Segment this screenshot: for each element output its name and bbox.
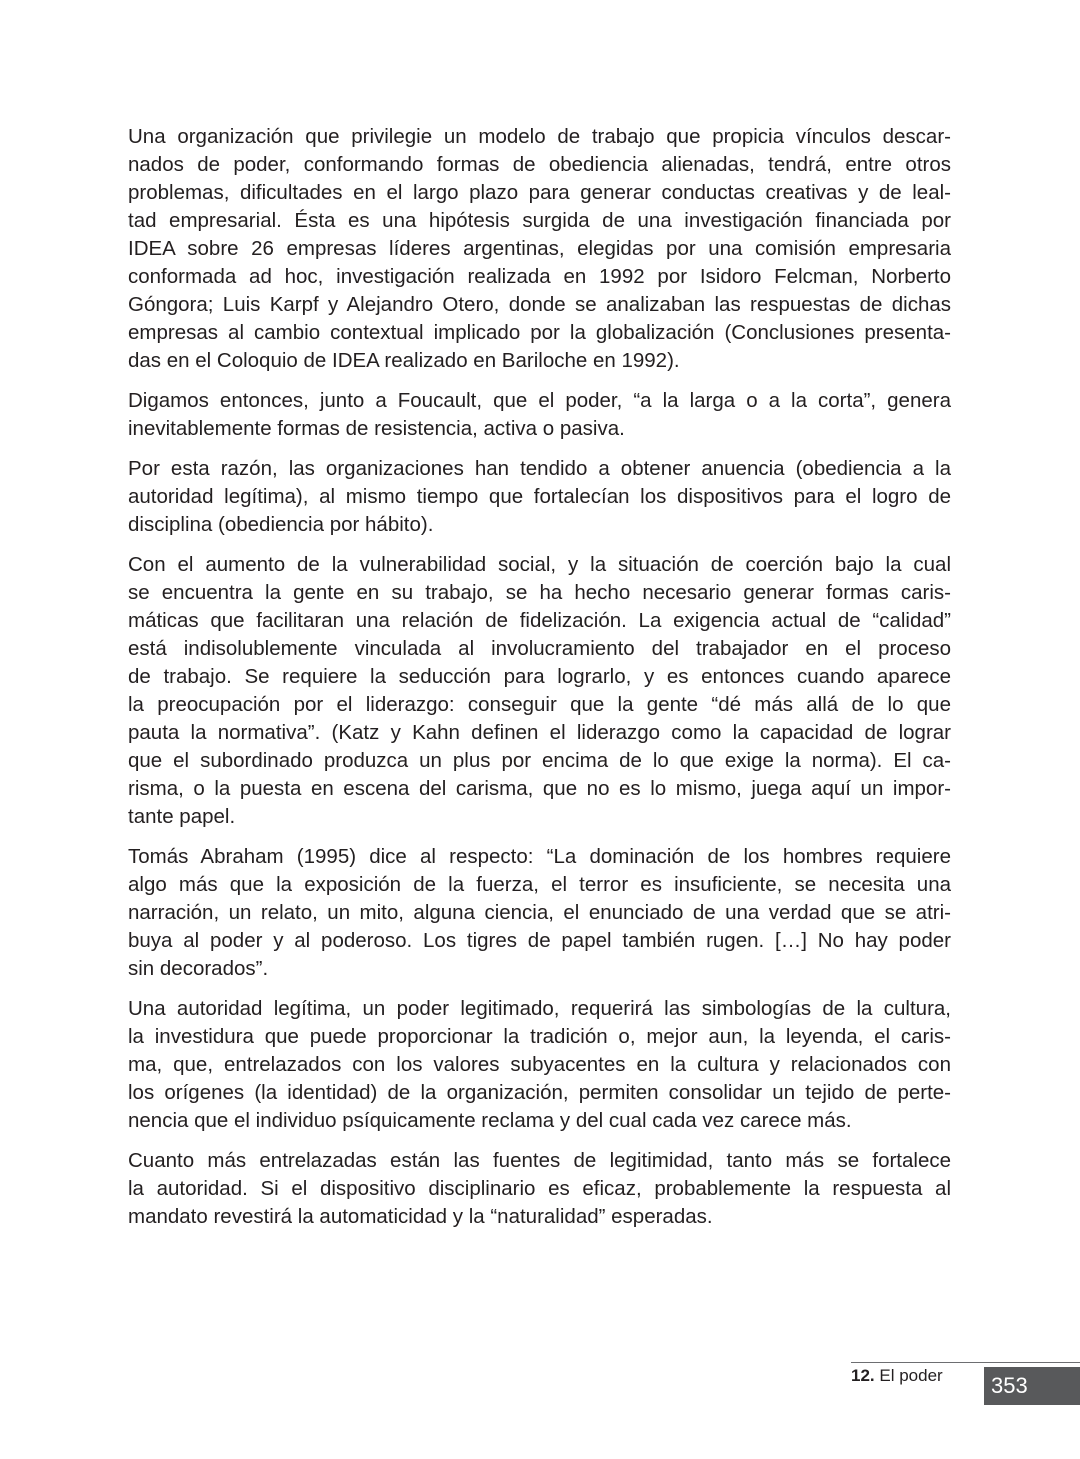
page-number: 353: [984, 1367, 1080, 1405]
paragraph: [128, 551, 951, 831]
text-line: das en el Coloquio de IDEA realizado en Bariloche en 1992).: [128, 349, 680, 372]
text-line: algo más que la exposición de la fuerza, el terror es insuficiente, se necesita una: [128, 873, 951, 896]
text-line: buya al poder y al poderoso. Los tigres de papel también rugen. […] No hay poder: [128, 929, 951, 952]
paragraph: [128, 387, 951, 443]
paragraph: [128, 123, 951, 375]
chapter-title: El poder: [874, 1366, 943, 1385]
text-line: se encuentra la gente en su trabajo, se ha hecho necesario generar formas caris-: [128, 581, 951, 604]
text-line: risma, o la puesta en escena del carisma, que no es lo mismo, juega aquí un impor-: [128, 777, 951, 800]
text-line: IDEA sobre 26 empresas líderes argentinas, elegidas por una comisión empresaria: [128, 237, 951, 260]
text-line: Con el aumento de la vulnerabilidad social, y la situación de coerción bajo la cual: [128, 553, 951, 576]
text-line: Tomás Abraham (1995) dice al respecto: “La dominación de los hombres requiere: [128, 845, 951, 868]
paragraph: [128, 995, 951, 1135]
paragraph: [128, 1147, 951, 1231]
text-line: nencia que el individuo psíquicamente reclama y del cual cada vez carece más.: [128, 1109, 852, 1132]
text-line: conformada ad hoc, investigación realizada en 1992 por Isidoro Felcman, Norberto: [128, 265, 951, 288]
text-line: de trabajo. Se requiere la seducción para lograrlo, y es entonces cuando aparece: [128, 665, 951, 688]
text-line: Por esta razón, las organizaciones han tendido a obtener anuencia (obediencia a la: [128, 457, 951, 480]
text-line: ma, que, entrelazados con los valores subyacentes en la cultura y relacionados con: [128, 1053, 951, 1076]
text-line: máticas que facilitaran una relación de fidelización. La exigencia actual de “calidad”: [128, 609, 951, 632]
text-line: Una organización que privilegie un modelo de trabajo que propicia vínculos descar-: [128, 125, 951, 148]
text-line: Una autoridad legítima, un poder legitimado, requerirá las simbologías de la cultura,: [128, 997, 951, 1020]
text-line: nados de poder, conformando formas de obediencia alienadas, tendrá, entre otros: [128, 153, 951, 176]
text-line: empresas al cambio contextual implicado por la globalización (Conclusiones presenta-: [128, 321, 951, 344]
text-line: está indisolublemente vinculada al involucramiento del trabajador en el proceso: [128, 637, 951, 660]
text-line: pauta la normativa”. (Katz y Kahn definen el liderazgo como la capacidad de lograr: [128, 721, 951, 744]
text-line: disciplina (obediencia por hábito).: [128, 513, 434, 536]
text-line: Digamos entonces, junto a Foucault, que el poder, “a la larga o a la corta”, genera: [128, 389, 951, 412]
text-line: sin decorados”.: [128, 957, 269, 980]
running-footer-chapter: [851, 1366, 943, 1386]
text-line: inevitablemente formas de resistencia, activa o pasiva.: [128, 417, 625, 440]
text-line: que el subordinado produzca un plus por encima de lo que exige la norma). El ca-: [128, 749, 951, 772]
text-line: Cuanto más entrelazadas están las fuentes de legitimidad, tanto más se fortalece: [128, 1149, 951, 1172]
body-text: [128, 123, 951, 1243]
text-line: tante papel.: [128, 805, 236, 828]
text-line: la autoridad. Si el dispositivo disciplinario es eficaz, probablemente la respuesta al: [128, 1177, 951, 1200]
text-line: autoridad legítima), al mismo tiempo que fortalecían los dispositivos para el logro de: [128, 485, 951, 508]
text-line: mandato revestirá la automaticidad y la “naturalidad” esperadas.: [128, 1205, 713, 1228]
text-line: problemas, dificultades en el largo plazo para generar conductas creativas y de leal-: [128, 181, 951, 204]
text-line: Góngora; Luis Karpf y Alejandro Otero, donde se analizaban las respuestas de dichas: [128, 293, 951, 316]
footer-divider: [851, 1362, 1080, 1363]
text-line: los orígenes (la identidad) de la organización, permiten consolidar un tejido de perte-: [128, 1081, 951, 1104]
text-line: la preocupación por el liderazgo: conseguir que la gente “dé más allá de lo que: [128, 693, 951, 716]
text-line: la investidura que puede proporcionar la tradición o, mejor aun, la leyenda, el caris-: [128, 1025, 951, 1048]
text-line: narración, un relato, un mito, alguna ciencia, el enunciado de una verdad que se atri-: [128, 901, 951, 924]
text-line: tad empresarial. Ésta es una hipótesis surgida de una investigación financiada por: [128, 209, 951, 232]
paragraph: [128, 843, 951, 983]
chapter-number: 12.: [851, 1366, 875, 1385]
paragraph: [128, 455, 951, 539]
